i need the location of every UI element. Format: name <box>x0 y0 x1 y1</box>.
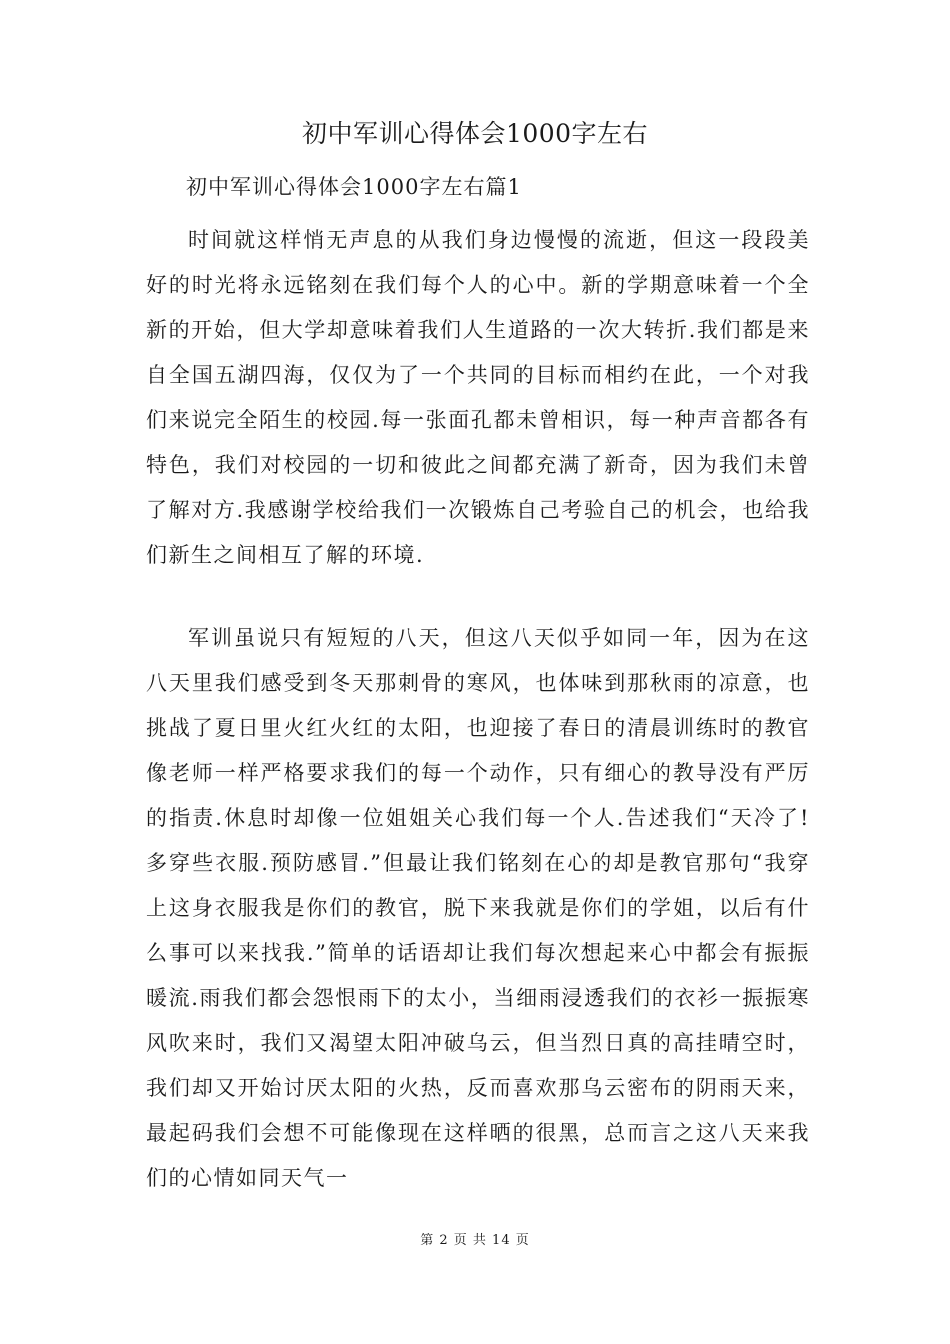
page-number-footer: 第 2 页 共 14 页 <box>420 1233 530 1248</box>
paragraph-2: 军训虽说只有短短的八天，但这八天似乎如同一年，因为在这八天里我们感受到冬天那刺骨的寒风，也体味到那秋雨的凉意，也挑战了夏日里火红火红的太阳，也迎接了春日的清晨训练时的教官像老师一样严格要求我们的每一个动作，只有细心的教导没有严厉的指责.休息时却像一位姐姐关心我们每一个人.告述我们“天冷了!多穿些衣服.预防感冒.”但最让我们铭刻在心的却是教官那句“我穿上这身衣服我是你们的教官，脱下来我就是你们的学姐，以后有什么事可以来找我.”简单的话语却让我们每次想起来心中都会有振振暖流.雨我们都会怨恨雨下的太小，当细雨浸透我们的衣衫一振振寒风吹来时，我们又渴望太阳冲破乌云，但当烈日真的高挂晴空时，我们却又开始讨厌太阳的火热，反而喜欢那乌云密布的阴雨天来，最起码我们会想不可能像现在这样晒的很黑，总而言之这八天来我们的心情如同天气一 <box>146 626 810 1190</box>
paragraph-1: 时间就这样悄无声息的从我们身边慢慢的流逝，但这一段段美好的时光将永远铭刻在我们每个人的心中。新的学期意味着一个全新的开始，但大学却意味着我们人生道路的一次大转折.我们都是来自全国五湖四海，仅仅为了一个共同的目标而相约在此，一个对我们来说完全陌生的校园.每一张面孔都未曾相识，每一种声音都各有特色，我们对校园的一切和彼此之间都充满了新奇，因为我们未曾了解对方.我感谢学校给我们一次锻炼自己考验自己的机会，也给我们新生之间相互了解的环境. <box>146 228 810 567</box>
section-heading: 初中军训心得体会1000字左右篇1 <box>186 175 522 199</box>
document-title: 初中军训心得体会1000字左右 <box>301 119 649 148</box>
